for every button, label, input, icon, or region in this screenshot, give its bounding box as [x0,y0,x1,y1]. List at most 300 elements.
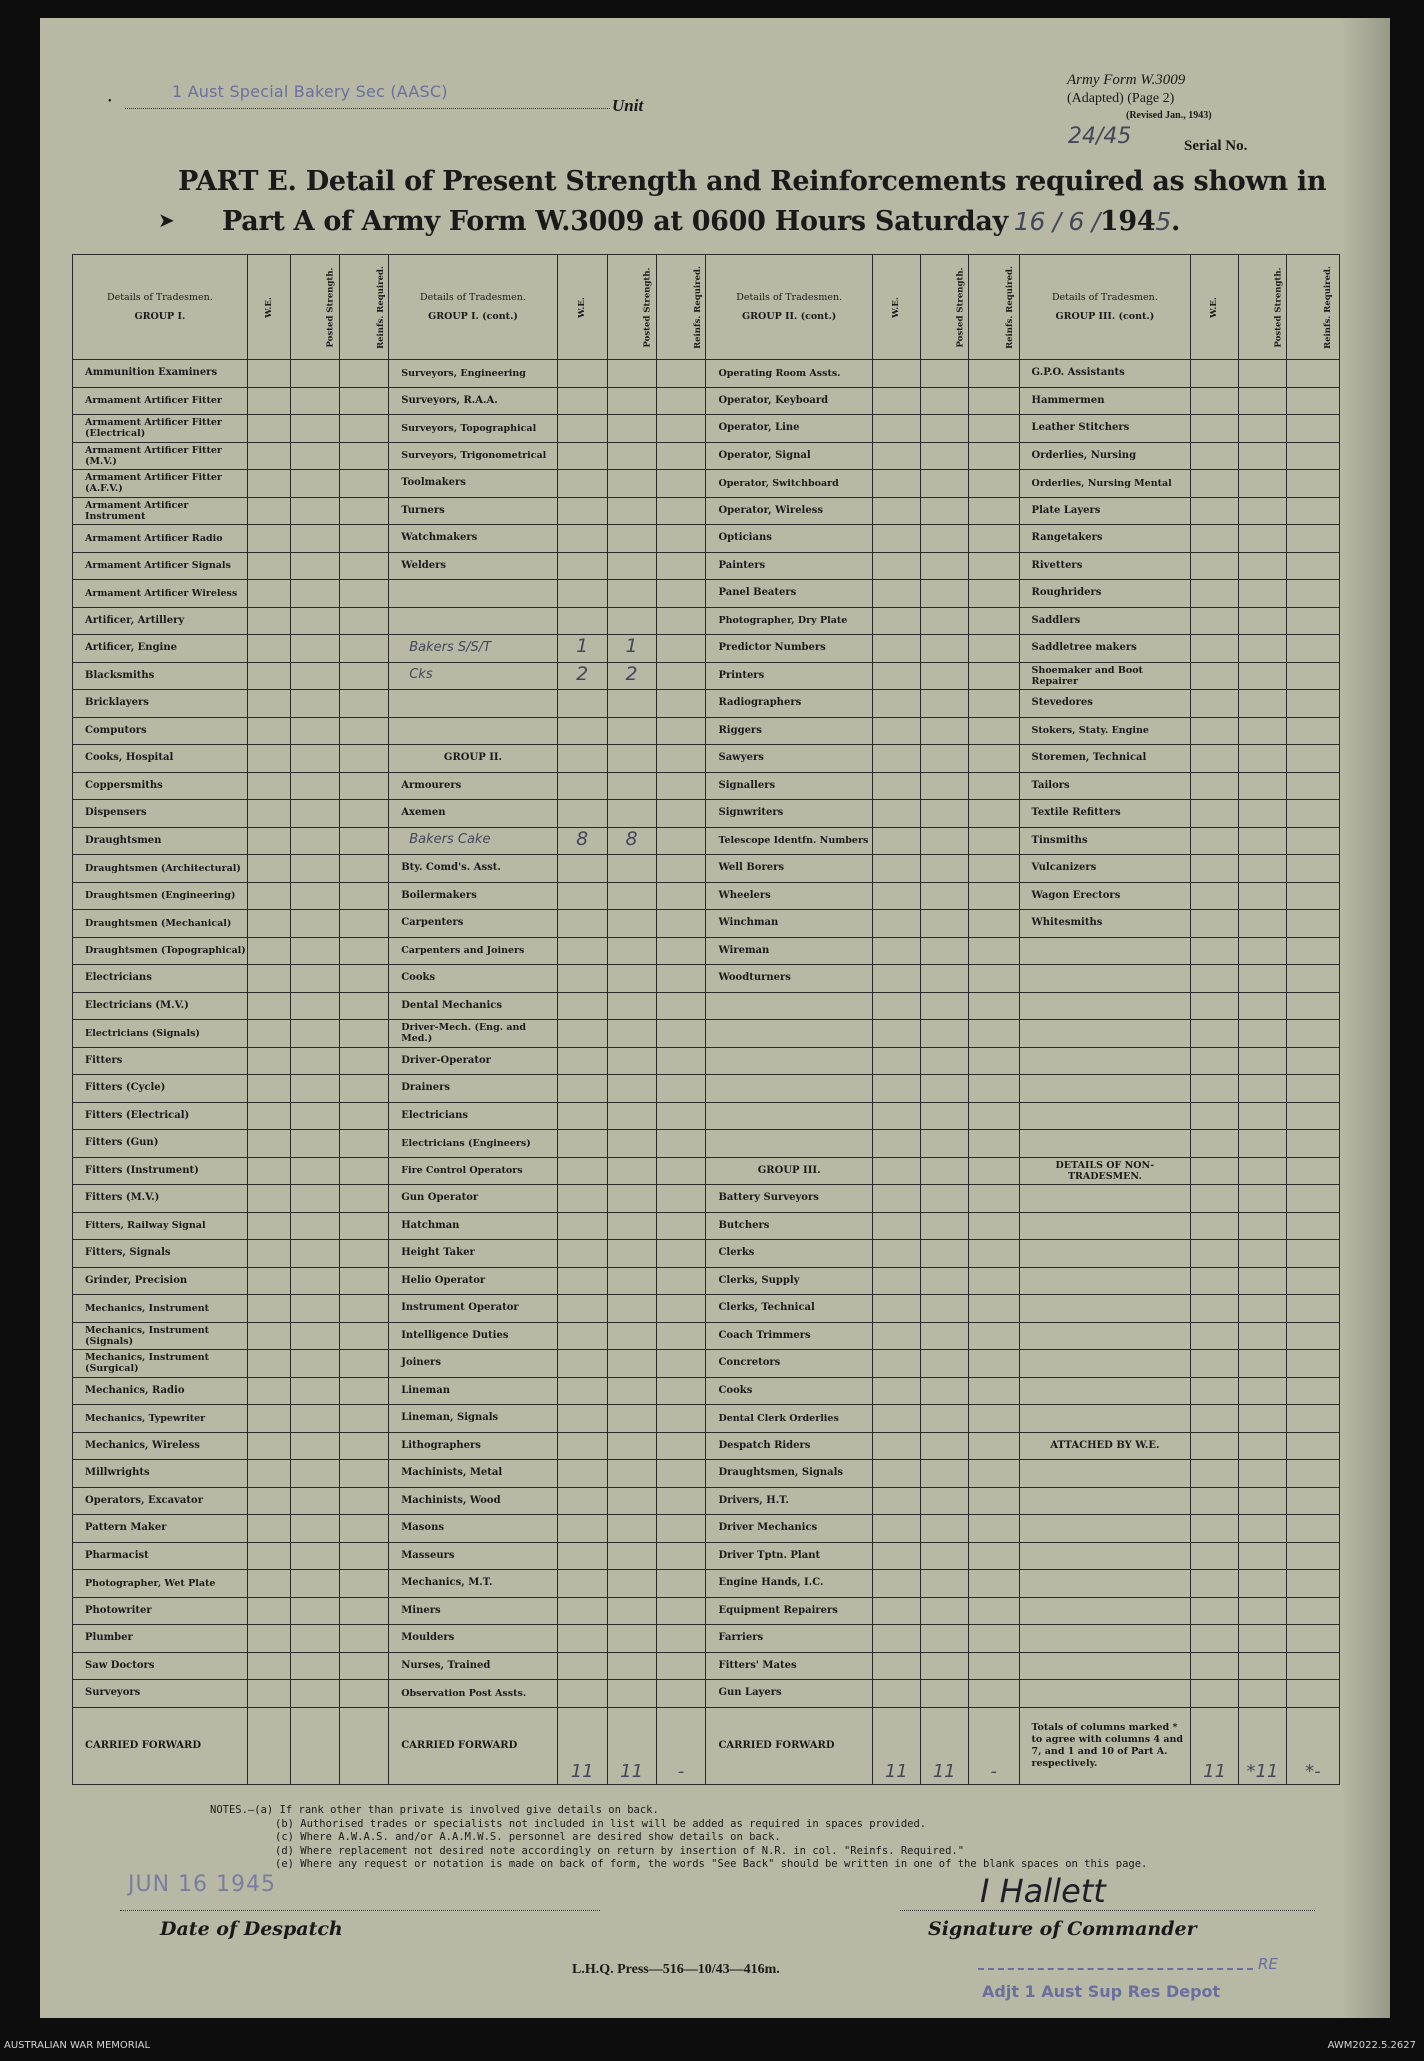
count-cell [1191,1185,1239,1213]
count-cell [1286,552,1339,580]
count-cell [872,662,920,690]
count-cell [1239,1295,1287,1323]
count-cell [340,827,389,855]
trade-name: Predictor Numbers [718,642,826,654]
table-row [73,1377,1340,1405]
count-cell [1286,1185,1339,1213]
count-cell [291,1570,340,1598]
count-cell [968,1075,1019,1103]
trade-name: Rangetakers [1031,532,1103,544]
header-vertical-label: Reinfs. Required. [1322,265,1333,349]
count-cell [1191,415,1239,443]
count-cell [920,1432,968,1460]
count-cell [920,1652,968,1680]
count-cell [656,965,706,993]
trade-name-cell [73,937,248,965]
count-cell [607,552,656,580]
count-cell [968,1625,1019,1653]
header-posted-strength [920,255,968,360]
count-cell [1239,1075,1287,1103]
count-cell [607,1625,656,1653]
trade-name-cell [389,662,558,690]
count-cell [1286,965,1339,993]
count-cell [607,1515,656,1543]
header-vertical-label: W.E. [263,296,274,318]
trade-name: Surveyors, Engineering [401,367,526,379]
count-cell [656,690,706,718]
count-cell [872,360,920,388]
trade-name-cell [73,882,248,910]
trade-name-cell [389,717,558,745]
count-cell [656,1295,706,1323]
carried-forward-count-cell [607,1707,656,1784]
count-cell [247,1377,291,1405]
count-cell [1191,1460,1239,1488]
count-cell [340,882,389,910]
table-row [73,1212,1340,1240]
trade-name-cell [1019,1130,1191,1158]
count-cell [872,717,920,745]
count-cell [557,1460,607,1488]
trade-name: Tailors [1031,779,1070,791]
count-cell [1191,690,1239,718]
trade-name-cell [706,1542,872,1570]
count-cell [557,415,607,443]
count-cell [291,1487,340,1515]
trade-name: Armourers [401,779,462,791]
trade-name-cell [73,580,248,608]
trade-name-cell [706,415,872,443]
trade-name: Surveyors [85,1687,141,1699]
count-cell [968,882,1019,910]
count-cell [656,1267,706,1295]
year-hand: 5 [1155,207,1171,236]
count-cell [557,910,607,938]
trade-name-cell [1019,470,1191,498]
header-we [557,255,607,360]
trade-name: Toolmakers [401,477,466,489]
form-name: Army Form W.3009 [1067,72,1186,88]
count-cell [340,1652,389,1680]
count-cell [872,1487,920,1515]
trade-name-cell [389,1515,558,1543]
trade-name: Mechanics, Instrument [85,1302,210,1314]
count-cell [968,937,1019,965]
count-cell [291,690,340,718]
trade-name: Pharmacist [85,1549,149,1561]
header-reinfs-required [1286,255,1339,360]
trade-name-cell [73,1240,248,1268]
count-cell [968,1322,1019,1350]
trade-name: Mechanics, Instrument (Signals) [85,1324,210,1347]
count-cell [1286,1322,1339,1350]
trade-name: Riggers [718,724,762,736]
carried-forward-label-cell [706,1707,872,1784]
header-dot: • [108,96,112,107]
commander-signature: I Hallett [980,1872,1106,1910]
count-cell [1191,772,1239,800]
count-cell [340,745,389,773]
trade-name: Photographer, Dry Plate [718,615,848,627]
trade-name: Draughtsmen, Signals [718,1467,844,1479]
header-details-label: Details of Tradesmen. [420,292,526,303]
count-cell [1286,415,1339,443]
count-cell [1191,607,1239,635]
count-cell [968,662,1019,690]
count-cell [247,360,291,388]
trade-name: Clerks [718,1247,755,1259]
count-cell [557,1350,607,1378]
count-cell [1239,360,1287,388]
trade-name-cell [389,1295,558,1323]
trade-name-cell [73,800,248,828]
count-cell [872,497,920,525]
count-cell [247,415,291,443]
count-cell [607,827,656,855]
trade-name-cell [73,1212,248,1240]
table-row [73,525,1340,553]
count-cell [656,525,706,553]
trade-name-cell [389,1267,558,1295]
trade-name: Fitters (M.V.) [85,1192,160,1204]
count-cell [247,1020,291,1048]
title-line-2-text: Part A of Army Form W.3009 at 0600 Hours Saturday [222,206,1008,237]
count-cell [557,470,607,498]
trade-name: Joiners [401,1357,441,1369]
count-cell [872,1432,920,1460]
adjt-stamp-line [978,1968,1253,1970]
page-edge-shadow [1340,18,1390,2018]
count-cell [607,1322,656,1350]
carried-forward-value: - [990,1760,997,1782]
trade-name: Bakers S/S/T [409,639,492,655]
trade-name-cell [1019,965,1191,993]
trade-name-cell [389,1680,558,1708]
trade-name-cell [73,1377,248,1405]
count-cell [920,1515,968,1543]
count-cell [1191,1157,1239,1185]
table-row [73,1597,1340,1625]
trade-name: Electricians [401,1109,469,1121]
trade-name-cell [1019,1322,1191,1350]
trade-name: Draughtsmen (Engineering) [85,890,236,902]
count-cell [247,1157,291,1185]
count-cell [247,662,291,690]
trade-name-cell [73,1597,248,1625]
count-cell [340,910,389,938]
trade-name: Wagon Erectors [1031,889,1121,901]
trade-name: Lineman, Signals [401,1412,499,1424]
count-cell [557,1020,607,1048]
trade-name: Wireman [718,944,770,956]
count-cell [340,1075,389,1103]
carried-forward-label: Totals of columns marked * to agree with columns 4 and 7, and 1 and 10 of Part A. respectively. [1031,1721,1184,1769]
count-cell [1239,1570,1287,1598]
count-cell [291,992,340,1020]
trade-name: Printers [718,669,765,681]
table-row [73,1515,1340,1543]
trade-name-cell [389,1377,558,1405]
table-row [73,1240,1340,1268]
count-cell [607,415,656,443]
count-cell [920,1047,968,1075]
trade-name-cell [389,552,558,580]
trade-name: Saddletree makers [1031,642,1137,654]
trade-name: Watchmakers [401,532,478,544]
trade-name-cell [389,1102,558,1130]
count-cell [340,1212,389,1240]
trade-name-cell [706,937,872,965]
count-cell [557,1515,607,1543]
count-cell [656,800,706,828]
count-cell [968,772,1019,800]
trade-name-cell [1019,525,1191,553]
header-details-label: Details of Tradesmen. [1051,292,1158,303]
table-row [73,1460,1340,1488]
header-vertical-label: Posted Strength. [1273,267,1284,347]
count-cell [920,882,968,910]
count-cell [340,717,389,745]
count-cell [656,580,706,608]
count-cell [1239,1432,1287,1460]
header-group-label: GROUP II. (cont.) [742,311,837,322]
trade-name: Mechanics, Radio [85,1384,185,1396]
trade-name: Surveyors, R.A.A. [401,394,498,406]
trade-name: Fitters (Cycle) [85,1082,166,1094]
count-cell [872,1047,920,1075]
count-cell [340,1680,389,1708]
count-cell [872,470,920,498]
count-cell [968,635,1019,663]
trade-name-cell [73,415,248,443]
count-cell [1286,1240,1339,1268]
count-cell [920,717,968,745]
count-cell [656,992,706,1020]
count-cell [1191,1680,1239,1708]
table-row [73,580,1340,608]
trade-name: Bricklayers [85,697,149,709]
count-cell [920,1075,968,1103]
count-cell [872,827,920,855]
count-cell [920,965,968,993]
trade-name-cell [706,1377,872,1405]
count-cell [1191,1625,1239,1653]
count-cell [1191,1652,1239,1680]
trade-name-cell [389,965,558,993]
note-e: (e) Where any request or notation is made on back of form, the words "See Back" should be written in one of the blank spaces on this page. [275,1858,1148,1871]
count-cell [968,1102,1019,1130]
trade-name-cell [389,1130,558,1158]
count-cell [920,1487,968,1515]
trade-name-cell [389,415,558,443]
count-cell [340,1515,389,1543]
count-cell [291,1020,340,1048]
trade-name-cell [1019,635,1191,663]
trade-name-cell [389,360,558,388]
count-cell [557,1377,607,1405]
count-cell [607,1377,656,1405]
count-cell [247,1405,291,1433]
count-cell [557,1680,607,1708]
count-cell [920,827,968,855]
carried-forward-value: 11 [1203,1760,1227,1782]
count-cell [968,1185,1019,1213]
trade-name: Helio Operator [401,1274,486,1286]
count-cell [968,1350,1019,1378]
count-cell [872,415,920,443]
count-cell [340,1405,389,1433]
count-cell [340,1240,389,1268]
count-cell [291,580,340,608]
trade-name: Equipment Repairers [718,1604,838,1616]
count-cell [920,580,968,608]
count-cell [920,1460,968,1488]
trade-name-cell [73,1570,248,1598]
trade-name-cell [73,442,248,470]
count-cell [291,1102,340,1130]
count-cell [1239,1267,1287,1295]
count-cell [607,635,656,663]
count-cell [920,635,968,663]
count-cell [968,442,1019,470]
trade-name-cell [1019,1350,1191,1378]
count-cell [1191,855,1239,883]
count-cell [872,1460,920,1488]
header-posted-strength [607,255,656,360]
count-cell [656,1075,706,1103]
trade-name-cell [73,910,248,938]
trade-name: Woodturners [718,972,791,984]
trade-name: Storemen, Technical [1031,752,1147,764]
trade-name-cell [389,772,558,800]
table-row [73,552,1340,580]
trade-name: Gun Operator [401,1192,479,1204]
count-cell [291,1130,340,1158]
trade-name: Draughtsmen [85,834,162,846]
count-cell [607,855,656,883]
count-value: 2 [576,662,589,685]
count-cell [1191,1212,1239,1240]
count-cell [1239,442,1287,470]
trade-name-cell [73,1652,248,1680]
trade-name: Stokers, Staty. Engine [1031,725,1149,737]
count-cell [968,607,1019,635]
trade-name-cell [73,387,248,415]
trade-name-cell [706,1460,872,1488]
count-cell [872,1295,920,1323]
count-cell [1191,1295,1239,1323]
count-cell [607,442,656,470]
count-cell [1191,965,1239,993]
count-cell [291,607,340,635]
count-cell [1286,1102,1339,1130]
count-cell [1239,1047,1287,1075]
trade-name-cell [706,827,872,855]
trade-name-cell [389,1075,558,1103]
count-cell [557,1102,607,1130]
trade-name: GROUP II. [443,752,503,764]
trade-name: Leather Stitchers [1031,422,1130,434]
count-cell [340,497,389,525]
count-cell [291,1322,340,1350]
trade-name: Pattern Maker [85,1522,167,1534]
count-cell [656,910,706,938]
trade-name: Operator, Wireless [718,504,823,516]
count-cell [920,800,968,828]
count-cell [1239,992,1287,1020]
trade-name-cell [73,1130,248,1158]
trade-name-cell [1019,387,1191,415]
count-cell [291,1515,340,1543]
count-cell [1239,965,1287,993]
count-cell [1286,1157,1339,1185]
count-cell [607,525,656,553]
trade-name-cell [389,635,558,663]
trade-name: Clerks, Technical [718,1302,815,1314]
count-cell [968,1047,1019,1075]
count-cell [1191,387,1239,415]
trade-name: Masseurs [401,1549,455,1561]
trade-name-cell [389,1460,558,1488]
trade-name-cell [73,1625,248,1653]
count-cell [656,442,706,470]
trade-name-cell [706,992,872,1020]
header-group-4 [1019,255,1191,360]
count-cell [1239,1542,1287,1570]
trade-name-cell [73,772,248,800]
count-cell [291,415,340,443]
trade-name-cell [1019,580,1191,608]
count-cell [872,1157,920,1185]
trade-name-cell [1019,910,1191,938]
trade-name: Armament Artificer Instrument [85,499,189,522]
trade-name-cell [1019,882,1191,910]
table-row [73,1542,1340,1570]
count-cell [557,1542,607,1570]
count-cell [872,1267,920,1295]
count-cell [920,1542,968,1570]
count-cell [968,1130,1019,1158]
count-cell [291,882,340,910]
count-cell [920,1322,968,1350]
count-cell [920,1157,968,1185]
count-cell [291,1680,340,1708]
count-cell [920,1267,968,1295]
header-vertical-label: Posted Strength. [642,267,653,347]
trade-name: Grinder, Precision [85,1274,188,1286]
count-cell [1191,1240,1239,1268]
count-cell [872,1322,920,1350]
count-cell [1286,992,1339,1020]
trade-name: Operator, Switchboard [718,477,839,489]
trade-name: Photowriter [85,1604,152,1616]
count-cell [557,607,607,635]
trade-name-cell [389,1350,558,1378]
trade-name-cell [389,525,558,553]
count-cell [968,690,1019,718]
count-cell [340,360,389,388]
count-cell [340,387,389,415]
count-cell [1239,635,1287,663]
count-cell [656,1597,706,1625]
count-cell [656,470,706,498]
table-row [73,497,1340,525]
note-a: NOTES.—(a) If rank other than private is involved give details on back. [210,1804,659,1816]
count-cell [872,992,920,1020]
trade-name-cell [706,1267,872,1295]
press-line: L.H.Q. Press—516—10/43—416m. [572,1962,780,1977]
count-cell [557,1047,607,1075]
